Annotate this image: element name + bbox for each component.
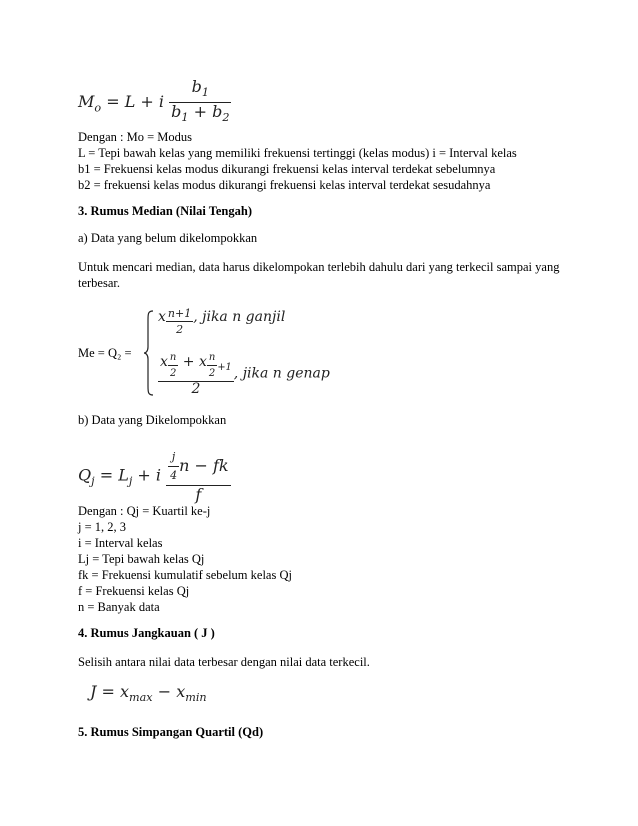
kuartil-line: Lj = Tepi bawah kelas Qj (78, 552, 205, 566)
formula-text: + i (132, 465, 161, 485)
formula-text: n+1 (167, 307, 192, 320)
formula-text: b (171, 102, 182, 122)
median-sub-b: b) Data yang Dikelompokkan (78, 413, 227, 427)
formula-text: , jika n genap (233, 365, 330, 382)
formula-text: n (169, 352, 177, 363)
formula-fraction (158, 350, 234, 397)
modus-line: Dengan : Mo = Modus (78, 130, 192, 144)
formula-sub: o (94, 101, 102, 115)
formula-sub: max (129, 691, 153, 705)
formula-text: x (160, 354, 168, 370)
formula-text: + x (178, 354, 207, 370)
formula-text: n (208, 352, 216, 363)
formula-fraction (166, 306, 193, 337)
modus-formula (78, 78, 231, 127)
formula-text: 4 (168, 466, 179, 485)
kuartil-line: Dengan : Qj = Kuartil ke-j (78, 504, 211, 518)
formula-fraction (207, 350, 217, 381)
formula-text: 2 (207, 365, 217, 381)
kuartil-line: f = Frekuensi kelas Qj (78, 584, 190, 598)
formula-text: x (158, 309, 166, 325)
formula-sub: 1 (181, 111, 189, 125)
median-sub-a: a) Data yang belum dikelompokkan (78, 231, 258, 245)
kuartil-line: j = 1, 2, 3 (78, 520, 127, 534)
median-lhs: Me = Q₂ = (78, 346, 132, 360)
kuartil-formula (78, 448, 231, 504)
jangkauan-heading: 4. Rumus Jangkauan ( J ) (78, 626, 215, 640)
formula-text: b (212, 102, 223, 122)
formula-text: n − fk (179, 456, 229, 475)
formula-sub: 1 (201, 86, 209, 100)
modus-line: b1 = Frekuensi kelas modus dikurangi frekuensi kelas interval terdekat sebelumnya (78, 162, 496, 176)
formula-text: 2 (168, 365, 178, 381)
formula-text: = L (94, 465, 129, 485)
document-page (78, 0, 568, 826)
jangkauan-paragraph: Selisih antara nilai data terbesar dengan nilai data terkecil. (78, 655, 370, 669)
formula-sub: j (128, 474, 133, 488)
formula-text: J = x (90, 682, 130, 701)
formula-text: f (166, 485, 231, 504)
median-paragraph: Untuk mencari median, data harus dikelompokan terlebih dahulu dari yang terkecil sampai yang terbesar. (78, 260, 560, 290)
formula-sub: min (185, 691, 207, 705)
formula-sub: 2 (222, 111, 230, 125)
kuartil-line: i = Interval kelas (78, 536, 163, 550)
jangkauan-formula (90, 683, 207, 707)
formula-text: + (188, 102, 213, 122)
formula-text: b (191, 77, 202, 96)
formula-sub: +1 (217, 361, 232, 373)
median-case-even (158, 350, 330, 397)
formula-text: 2 (166, 321, 193, 337)
formula-text: − x (152, 682, 186, 701)
kuartil-line: n = Banyak data (78, 600, 160, 614)
formula-text: 2 (158, 381, 234, 397)
median-case-odd (158, 306, 285, 337)
modus-line: L = Tepi bawah kelas yang memiliki frekuensi tertinggi (kelas modus) i = Interval kelas (78, 146, 517, 160)
kuartil-line: fk = Frekuensi kumulatif sebelum kelas Qj (78, 568, 292, 582)
formula-sub: j (91, 474, 95, 488)
median-formula (78, 306, 378, 398)
left-brace-icon (144, 310, 154, 396)
formula-text: j (171, 450, 176, 463)
modus-line: b2 = frekuensi kelas modus dikurangi frekuensi kelas interval terdekat sesudahnya (78, 178, 491, 192)
formula-fraction (168, 448, 179, 485)
formula-fraction (168, 350, 178, 381)
formula-text: M (78, 92, 95, 112)
formula-text: , jika n ganjil (193, 309, 286, 325)
formula-text: = L + i (101, 92, 165, 112)
formula-fraction (166, 448, 231, 504)
formula-text: Q (78, 465, 92, 485)
median-heading: 3. Rumus Median (Nilai Tengah) (78, 204, 252, 218)
quartil-heading: 5. Rumus Simpangan Quartil (Qd) (78, 725, 264, 739)
formula-fraction (169, 78, 231, 127)
